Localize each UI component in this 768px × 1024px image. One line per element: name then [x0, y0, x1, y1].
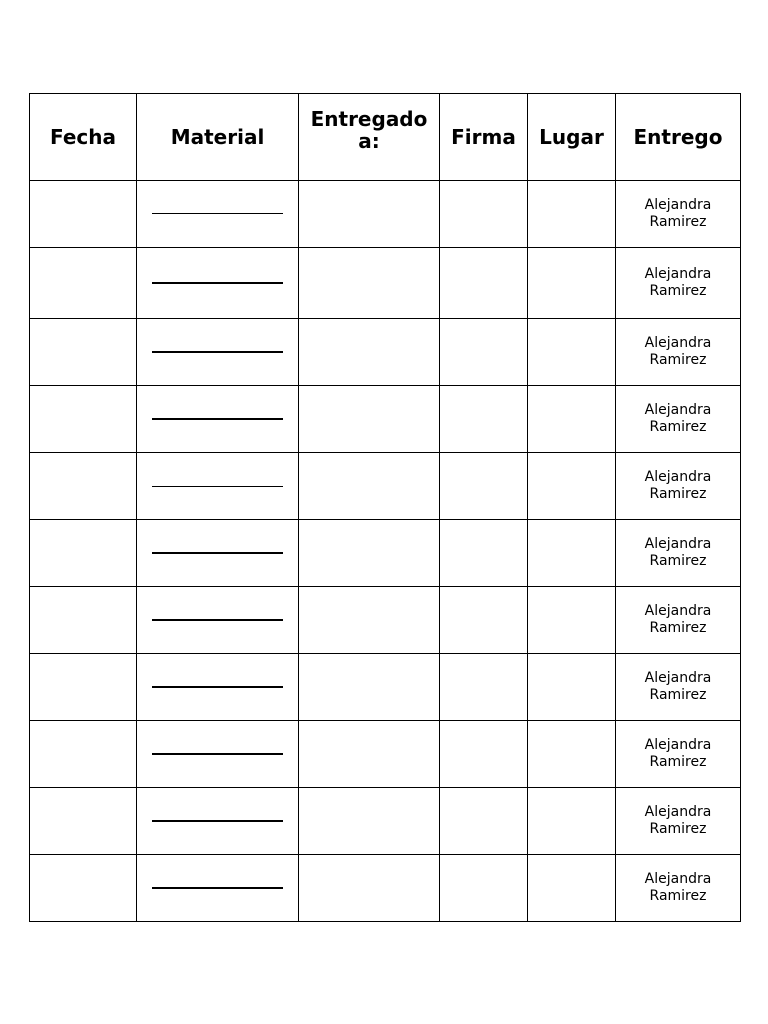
material-cell[interactable] [137, 855, 299, 922]
entrego-cell [616, 453, 741, 520]
firma-cell[interactable] [440, 654, 528, 721]
entrego-cell [616, 181, 741, 248]
entregado-a-cell[interactable] [299, 587, 440, 654]
entrego-cell [616, 721, 741, 788]
entrego-name: Alejandra Ramirez [644, 871, 712, 904]
lugar-cell[interactable] [528, 319, 616, 386]
fecha-cell[interactable] [30, 654, 137, 721]
material-cell[interactable] [137, 181, 299, 248]
lugar-cell[interactable] [528, 386, 616, 453]
material-blank-line [152, 820, 283, 822]
header-lugar: Lugar [528, 94, 616, 181]
header-row [30, 94, 741, 181]
material-cell[interactable] [137, 587, 299, 654]
material-blank-line [152, 753, 283, 755]
entregado-a-cell[interactable] [299, 721, 440, 788]
entrego-cell [616, 587, 741, 654]
entrego-name: Alejandra Ramirez [644, 603, 712, 636]
table-row [30, 181, 741, 248]
entregado-a-cell[interactable] [299, 386, 440, 453]
lugar-cell[interactable] [528, 248, 616, 319]
material-blank-line [152, 619, 283, 621]
entrego-name: Alejandra Ramirez [644, 670, 712, 703]
material-cell[interactable] [137, 386, 299, 453]
entrego-name: Alejandra Ramirez [644, 402, 712, 435]
entrego-cell [616, 319, 741, 386]
table-row [30, 587, 741, 654]
material-blank-line [152, 552, 283, 554]
fecha-cell[interactable] [30, 319, 137, 386]
firma-cell[interactable] [440, 181, 528, 248]
firma-cell[interactable] [440, 453, 528, 520]
lugar-cell[interactable] [528, 721, 616, 788]
entregado-a-cell[interactable] [299, 319, 440, 386]
lugar-cell[interactable] [528, 520, 616, 587]
material-cell[interactable] [137, 788, 299, 855]
entrego-cell [616, 654, 741, 721]
firma-cell[interactable] [440, 520, 528, 587]
entrego-name: Alejandra Ramirez [644, 335, 712, 368]
firma-cell[interactable] [440, 587, 528, 654]
material-blank-line [152, 418, 283, 420]
header-fecha: Fecha [30, 94, 137, 181]
fecha-cell[interactable] [30, 788, 137, 855]
header-firma: Firma [440, 94, 528, 181]
delivery-log-table [29, 93, 741, 922]
material-blank-line [152, 351, 283, 353]
entrego-name: Alejandra Ramirez [644, 536, 712, 569]
entregado-a-cell[interactable] [299, 654, 440, 721]
material-blank-line [152, 282, 283, 284]
material-cell[interactable] [137, 520, 299, 587]
table-row [30, 386, 741, 453]
fecha-cell[interactable] [30, 453, 137, 520]
material-cell[interactable] [137, 248, 299, 319]
table-row [30, 248, 741, 319]
lugar-cell[interactable] [528, 654, 616, 721]
entregado-a-cell[interactable] [299, 248, 440, 319]
header-entregado-a: Entregado a: [299, 94, 440, 181]
fecha-cell[interactable] [30, 855, 137, 922]
material-cell[interactable] [137, 721, 299, 788]
entregado-a-cell[interactable] [299, 855, 440, 922]
table-row [30, 453, 741, 520]
entrego-name: Alejandra Ramirez [644, 469, 712, 502]
firma-cell[interactable] [440, 855, 528, 922]
material-cell[interactable] [137, 654, 299, 721]
material-blank-line [152, 887, 283, 889]
lugar-cell[interactable] [528, 788, 616, 855]
entregado-a-cell[interactable] [299, 520, 440, 587]
entrego-name: Alejandra Ramirez [644, 197, 712, 230]
table-row [30, 319, 741, 386]
entrego-cell [616, 386, 741, 453]
lugar-cell[interactable] [528, 181, 616, 248]
table-row [30, 520, 741, 587]
firma-cell[interactable] [440, 386, 528, 453]
entrego-name: Alejandra Ramirez [644, 266, 712, 299]
header-material: Material [137, 94, 299, 181]
lugar-cell[interactable] [528, 453, 616, 520]
header-entrego: Entrego [616, 94, 741, 181]
material-cell[interactable] [137, 319, 299, 386]
firma-cell[interactable] [440, 319, 528, 386]
fecha-cell[interactable] [30, 181, 137, 248]
table-row [30, 855, 741, 922]
fecha-cell[interactable] [30, 587, 137, 654]
entregado-a-cell[interactable] [299, 181, 440, 248]
fecha-cell[interactable] [30, 520, 137, 587]
entrego-cell [616, 520, 741, 587]
entregado-a-cell[interactable] [299, 453, 440, 520]
material-cell[interactable] [137, 453, 299, 520]
material-blank-line [152, 486, 283, 487]
table-row [30, 654, 741, 721]
entregado-a-cell[interactable] [299, 788, 440, 855]
fecha-cell[interactable] [30, 386, 137, 453]
entrego-cell [616, 855, 741, 922]
table-row [30, 721, 741, 788]
entrego-name: Alejandra Ramirez [644, 737, 712, 770]
fecha-cell[interactable] [30, 248, 137, 319]
lugar-cell[interactable] [528, 855, 616, 922]
fecha-cell[interactable] [30, 721, 137, 788]
table-row [30, 788, 741, 855]
firma-cell[interactable] [440, 788, 528, 855]
lugar-cell[interactable] [528, 587, 616, 654]
entrego-cell [616, 788, 741, 855]
material-blank-line [152, 686, 283, 688]
firma-cell[interactable] [440, 248, 528, 319]
entrego-name: Alejandra Ramirez [644, 804, 712, 837]
entrego-cell [616, 248, 741, 319]
material-blank-line [152, 213, 283, 214]
firma-cell[interactable] [440, 721, 528, 788]
